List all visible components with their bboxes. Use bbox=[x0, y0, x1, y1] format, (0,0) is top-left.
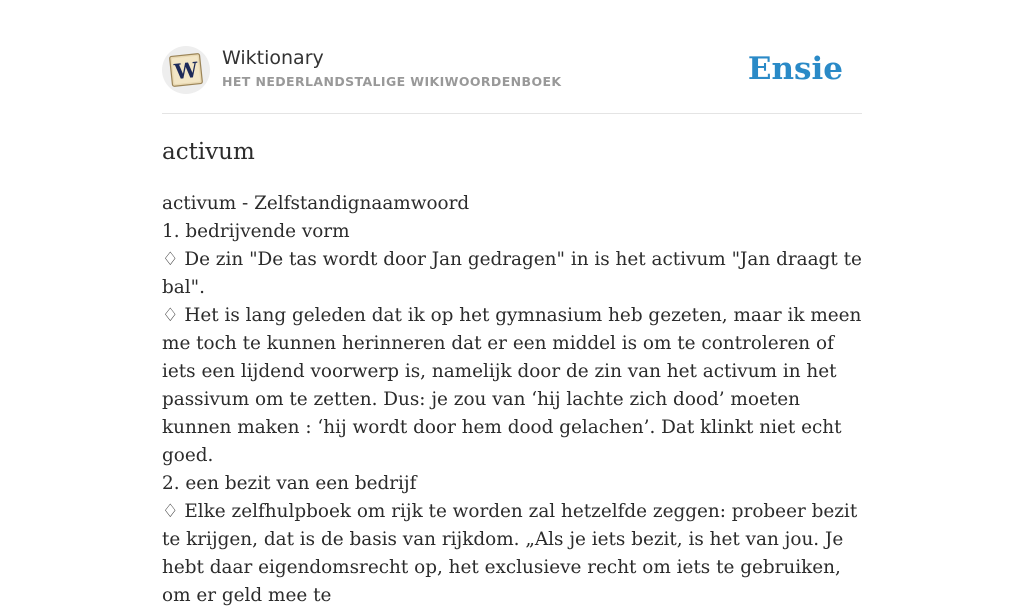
wiktionary-logo[interactable] bbox=[162, 46, 210, 94]
main-container bbox=[162, 0, 862, 606]
example-1: ♢ De zin "De tas wordt door Jan gedragen" in is het activum "Jan draagt te bal". bbox=[162, 249, 862, 298]
site-tagline: HET NEDERLANDSTALIGE WIKIWOORDENBOEK bbox=[222, 74, 562, 89]
example-3: ♢ Elke zelfhulpboek om rijk te worden zal hetzelfde zeggen: probeer bezit te krijgen, dat is de basis van rijkdom. „Als je iets bezit, is het van jou. Je hebt daar eigendomsrecht op, het exclusieve recht om iets te gebruiken, om er geld mee te bbox=[162, 501, 858, 606]
example-2: ♢ Het is lang geleden dat ik op het gymnasium heb gezeten, maar ik meen me toch te kunnen herinneren dat er een middel is om te controleren of iets een lijdend voorwerp is, namelijk door de zin van het activum in het passivum om te zetten. Dus: je zou van ‘hij lachte zich dood’ moeten kunnen maken : ‘hij wordt door hem dood gelachen’. Dat klinkt niet echt goed. bbox=[162, 305, 862, 466]
site-header bbox=[162, 0, 862, 114]
entry-content bbox=[162, 190, 862, 610]
page-title: activum bbox=[162, 139, 255, 165]
logo-letter: W bbox=[173, 56, 200, 85]
entry-heading: activum - Zelfstandignaamwoord bbox=[162, 193, 470, 214]
ensie-brand-link[interactable]: Ensie bbox=[747, 51, 843, 87]
sense-1: 1. bedrijvende vorm bbox=[162, 221, 350, 242]
wiktionary-logo-icon bbox=[162, 46, 210, 94]
site-name[interactable]: Wiktionary bbox=[222, 47, 324, 69]
sense-2: 2. een bezit van een bedrijf bbox=[162, 473, 417, 494]
